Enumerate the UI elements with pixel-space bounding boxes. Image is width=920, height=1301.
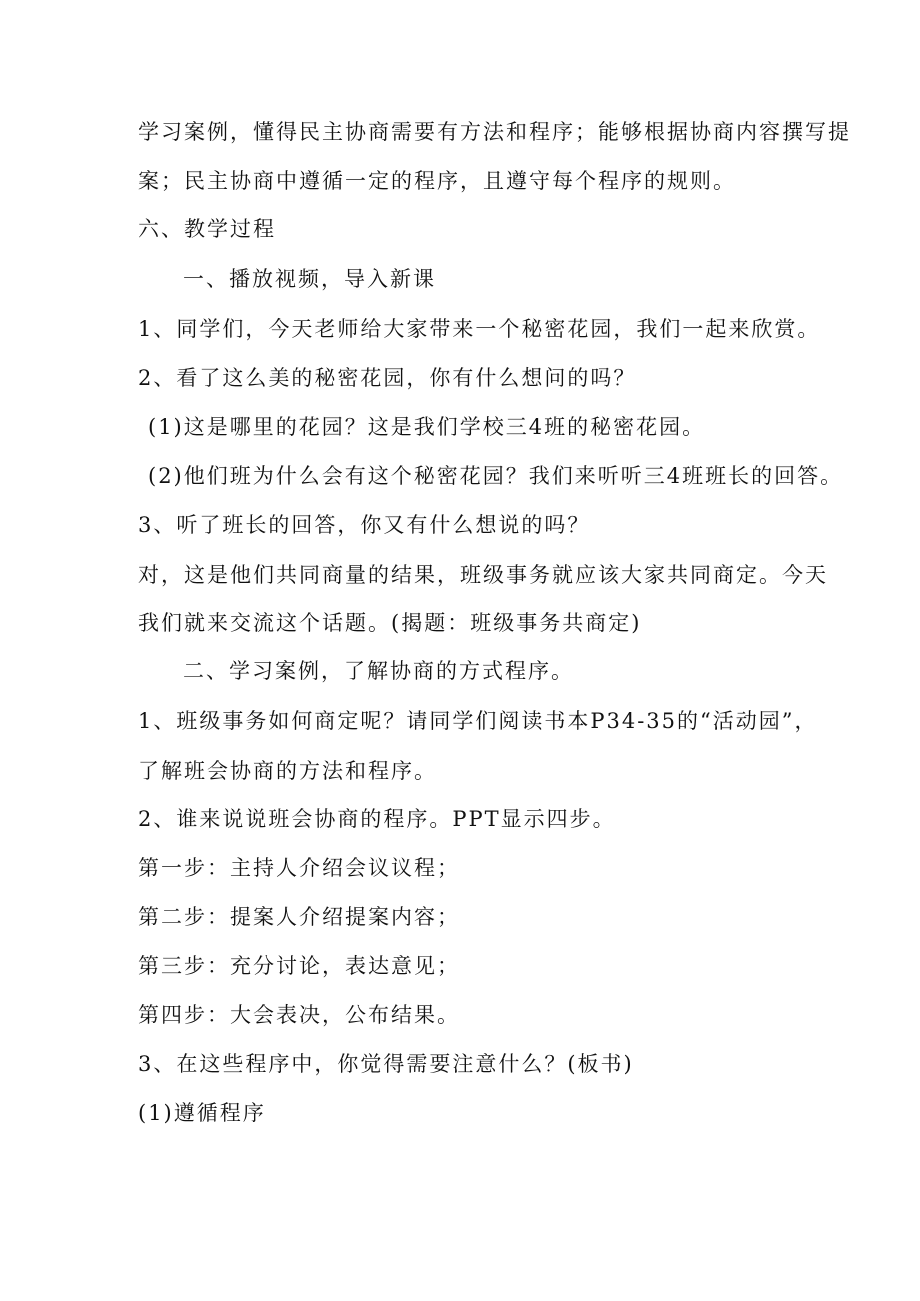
step-item: 第二步：提案人介绍提案内容； xyxy=(138,905,460,929)
paragraph-line: 对，这是他们共同商量的结果，班级事务就应该大家共同商定。今天 xyxy=(138,563,828,587)
step-item: 第一步：主持人介绍会议议程； xyxy=(138,856,460,880)
sub-list-item: (2)他们班为什么会有这个秘密花园？我们来听听三4班班长的回答。 xyxy=(148,464,844,488)
subsection-heading-1: 一、播放视频，导入新课 xyxy=(183,267,436,291)
sub-list-item: (1)这是哪里的花园？这是我们学校三4班的秘密花园。 xyxy=(148,415,706,439)
list-item: 1、班级事务如何商定呢？请同学们阅读书本P34-35的“活动园”， xyxy=(138,709,818,733)
paragraph-line: 我们就来交流这个话题。(揭题：班级事务共商定) xyxy=(138,611,642,635)
list-item: 1、同学们，今天老师给大家带来一个秘密花园，我们一起来欣赏。 xyxy=(138,317,821,341)
list-item: 2、谁来说说班会协商的程序。PPT显示四步。 xyxy=(138,807,616,831)
paragraph-line-2: 案；民主协商中遵循一定的程序，且遵守每个程序的规则。 xyxy=(138,169,736,193)
subsection-heading-2: 二、学习案例，了解协商的方式程序。 xyxy=(183,659,574,683)
list-item: 2、看了这么美的秘密花园，你有什么想问的吗？ xyxy=(138,366,637,390)
step-item: 第三步：充分讨论，表达意见； xyxy=(138,954,460,978)
paragraph-line: 了解班会协商的方法和程序。 xyxy=(138,759,437,783)
section-heading: 六、教学过程 xyxy=(138,217,276,241)
sub-list-item: (1)遵循程序 xyxy=(138,1101,266,1125)
list-item: 3、听了班长的回答，你又有什么想说的吗？ xyxy=(138,513,591,537)
paragraph-line-1: 学习案例，懂得民主协商需要有方法和程序；能够根据协商内容撰写提 xyxy=(138,120,851,144)
list-item: 3、在这些程序中，你觉得需要注意什么？(板书) xyxy=(138,1052,634,1076)
step-item: 第四步：大会表决，公布结果。 xyxy=(138,1003,460,1027)
